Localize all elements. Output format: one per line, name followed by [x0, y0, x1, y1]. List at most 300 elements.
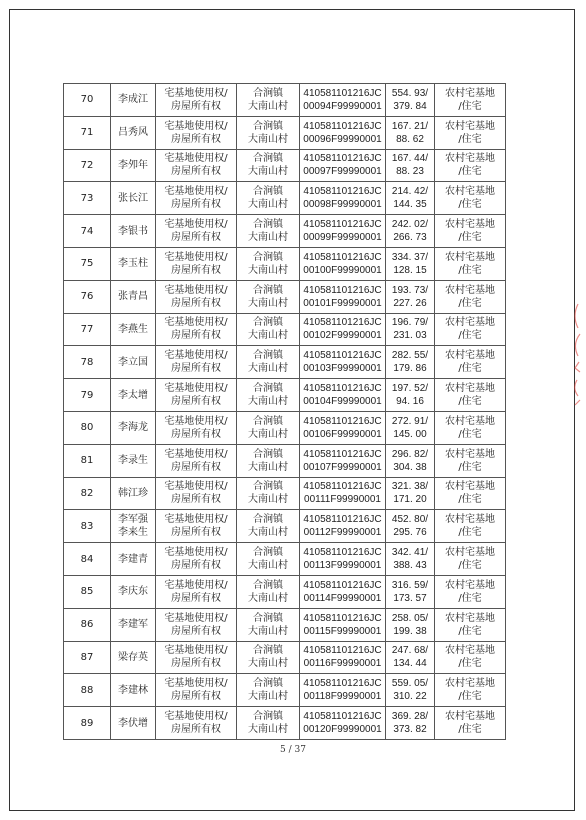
table-row — [64, 543, 506, 576]
unit-code-line: 410581101216JC — [303, 153, 382, 165]
usage-line: /住宅 — [458, 461, 482, 473]
location-cell — [237, 641, 300, 674]
usage-line: /住宅 — [458, 330, 482, 342]
right-type-line: 宅基地使用权/ — [164, 645, 228, 657]
area-line: 310. 22 — [393, 691, 427, 703]
location-line: 大南山村 — [248, 396, 288, 408]
table-row — [64, 575, 506, 608]
right-type-cell — [156, 247, 237, 280]
property-register-table — [63, 83, 506, 740]
owner-name-line: 李银书 — [118, 225, 148, 237]
unit-code-line: 00101F99990001 — [303, 297, 382, 309]
row-number-cell: 79 — [64, 379, 111, 412]
area-line: 316. 59/ — [391, 579, 429, 591]
usage-cell — [435, 707, 506, 740]
usage-cell — [435, 379, 506, 412]
area-line: 554. 93/ — [391, 87, 429, 99]
right-type-line: 房屋所有权 — [171, 396, 221, 408]
location-cell — [237, 149, 300, 182]
area-cell — [386, 510, 435, 543]
location-line: 大南山村 — [248, 658, 288, 670]
usage-line: 农村宅基地 — [445, 514, 495, 526]
unit-code-line: 00100F99990001 — [303, 264, 382, 276]
location-cell — [237, 346, 300, 379]
right-type-line: 宅基地使用权/ — [164, 711, 228, 723]
area-line: 88. 23 — [396, 166, 424, 178]
usage-line: 农村宅基地 — [445, 612, 495, 624]
right-type-line: 宅基地使用权/ — [164, 612, 228, 624]
area-line: 173. 57 — [393, 592, 427, 604]
owner-name-line: 李庆东 — [118, 586, 148, 598]
usage-line: 农村宅基地 — [445, 678, 495, 690]
location-line: 合涧镇 — [253, 579, 283, 591]
right-type-cell — [156, 411, 237, 444]
unit-code-cell — [300, 84, 386, 117]
table-row — [64, 182, 506, 215]
table-row — [64, 116, 506, 149]
usage-cell — [435, 84, 506, 117]
area-cell — [386, 116, 435, 149]
owner-name-line: 李伏增 — [118, 717, 148, 729]
location-line: 合涧镇 — [253, 317, 283, 329]
page-number: 5 / 37 — [280, 745, 306, 755]
area-line: 388. 43 — [393, 560, 427, 572]
right-type-line: 宅基地使用权/ — [164, 579, 228, 591]
area-line: 373. 82 — [393, 724, 427, 736]
table-row — [64, 379, 506, 412]
right-type-cell — [156, 84, 237, 117]
owner-name-cell — [111, 510, 156, 543]
area-cell — [386, 608, 435, 641]
unit-code-line: 00118F99990001 — [303, 691, 382, 703]
owner-name-cell — [111, 346, 156, 379]
usage-line: /住宅 — [458, 658, 482, 670]
usage-line: 农村宅基地 — [445, 219, 495, 231]
usage-line: 农村宅基地 — [445, 350, 495, 362]
unit-code-line: 00102F99990001 — [303, 330, 382, 342]
unit-code-line: 410581101216JC — [303, 186, 382, 198]
right-type-cell — [156, 182, 237, 215]
right-type-line: 宅基地使用权/ — [164, 87, 228, 99]
usage-cell — [435, 149, 506, 182]
unit-code-cell — [300, 707, 386, 740]
table-row — [64, 608, 506, 641]
row-number-cell: 81 — [64, 444, 111, 477]
unit-code-line: 410581101216JC — [303, 579, 382, 591]
owner-name-cell — [111, 707, 156, 740]
row-number-cell: 89 — [64, 707, 111, 740]
unit-code-line: 00114F99990001 — [303, 592, 382, 604]
location-cell — [237, 313, 300, 346]
usage-line: /住宅 — [458, 494, 482, 506]
unit-code-line: 00104F99990001 — [303, 396, 382, 408]
area-line: 179. 86 — [393, 363, 427, 375]
unit-code-line: 410581101216JC — [303, 317, 382, 329]
unit-code-cell — [300, 608, 386, 641]
location-cell — [237, 575, 300, 608]
usage-cell — [435, 247, 506, 280]
unit-code-cell — [300, 346, 386, 379]
unit-code-cell — [300, 444, 386, 477]
table-body — [64, 84, 506, 740]
unit-code-cell — [300, 379, 386, 412]
usage-line: /住宅 — [458, 133, 482, 145]
area-cell — [386, 444, 435, 477]
row-number-cell: 73 — [64, 182, 111, 215]
area-cell — [386, 280, 435, 313]
owner-name-cell — [111, 575, 156, 608]
area-line: 342. 41/ — [391, 547, 429, 559]
location-cell — [237, 84, 300, 117]
usage-line: 农村宅基地 — [445, 711, 495, 723]
usage-line: /住宅 — [458, 363, 482, 375]
location-line: 合涧镇 — [253, 481, 283, 493]
unit-code-line: 410581101216JC — [303, 415, 382, 427]
location-cell — [237, 510, 300, 543]
owner-name-cell — [111, 313, 156, 346]
location-line: 合涧镇 — [253, 219, 283, 231]
usage-line: 农村宅基地 — [445, 120, 495, 132]
owner-name-line: 李录生 — [118, 455, 148, 467]
usage-cell — [435, 641, 506, 674]
area-cell — [386, 674, 435, 707]
unit-code-cell — [300, 116, 386, 149]
owner-name-line: 李建青 — [118, 553, 148, 565]
owner-name-line: 李成江 — [118, 94, 148, 106]
unit-code-cell — [300, 543, 386, 576]
usage-line: 农村宅基地 — [445, 317, 495, 329]
usage-cell — [435, 674, 506, 707]
right-type-cell — [156, 575, 237, 608]
owner-name-cell — [111, 674, 156, 707]
unit-code-cell — [300, 215, 386, 248]
area-line: 369. 28/ — [391, 711, 429, 723]
owner-name-line: 李建军 — [118, 619, 148, 631]
usage-line: /住宅 — [458, 199, 482, 211]
right-type-line: 宅基地使用权/ — [164, 415, 228, 427]
right-type-line: 宅基地使用权/ — [164, 284, 228, 296]
area-line: 282. 55/ — [391, 350, 429, 362]
right-type-line: 房屋所有权 — [171, 363, 221, 375]
owner-name-cell — [111, 379, 156, 412]
table-row — [64, 411, 506, 444]
right-type-line: 房屋所有权 — [171, 625, 221, 637]
location-line: 大南山村 — [248, 592, 288, 604]
location-cell — [237, 674, 300, 707]
usage-line: /住宅 — [458, 232, 482, 244]
right-type-cell — [156, 674, 237, 707]
owner-name-line: 吕秀风 — [118, 127, 148, 139]
unit-code-line: 00115F99990001 — [303, 625, 382, 637]
usage-line: /住宅 — [458, 724, 482, 736]
unit-code-cell — [300, 510, 386, 543]
location-line: 大南山村 — [248, 133, 288, 145]
owner-name-line: 李建林 — [118, 684, 148, 696]
usage-cell — [435, 313, 506, 346]
right-type-line: 宅基地使用权/ — [164, 448, 228, 460]
seal-edge-mark — [568, 300, 582, 410]
usage-line: /住宅 — [458, 396, 482, 408]
owner-name-line: 李来生 — [118, 527, 148, 539]
location-cell — [237, 444, 300, 477]
right-type-line: 宅基地使用权/ — [164, 383, 228, 395]
area-cell — [386, 575, 435, 608]
area-line: 193. 73/ — [391, 284, 429, 296]
area-line: 334. 37/ — [391, 251, 429, 263]
location-line: 大南山村 — [248, 691, 288, 703]
owner-name-cell — [111, 280, 156, 313]
usage-line: /住宅 — [458, 592, 482, 604]
usage-line: /住宅 — [458, 527, 482, 539]
right-type-line: 房屋所有权 — [171, 691, 221, 703]
usage-line: /住宅 — [458, 264, 482, 276]
usage-line: 农村宅基地 — [445, 645, 495, 657]
unit-code-cell — [300, 182, 386, 215]
location-line: 合涧镇 — [253, 186, 283, 198]
location-line: 合涧镇 — [253, 383, 283, 395]
right-type-line: 宅基地使用权/ — [164, 350, 228, 362]
area-line: 144. 35 — [393, 199, 427, 211]
unit-code-line: 410581101216JC — [303, 448, 382, 460]
location-cell — [237, 411, 300, 444]
unit-code-line: 00120F99990001 — [303, 724, 382, 736]
area-line: 94. 16 — [396, 396, 424, 408]
owner-name-cell — [111, 444, 156, 477]
row-number-cell: 78 — [64, 346, 111, 379]
area-cell — [386, 477, 435, 510]
usage-line: 农村宅基地 — [445, 579, 495, 591]
right-type-line: 宅基地使用权/ — [164, 481, 228, 493]
row-number-cell: 74 — [64, 215, 111, 248]
area-cell — [386, 84, 435, 117]
table-row — [64, 280, 506, 313]
owner-name-line: 李海龙 — [118, 422, 148, 434]
location-line: 大南山村 — [248, 264, 288, 276]
unit-code-line: 00103F99990001 — [303, 363, 382, 375]
unit-code-line: 410581101216JC — [303, 514, 382, 526]
table-row — [64, 149, 506, 182]
unit-code-line: 410581101216JC — [303, 350, 382, 362]
area-cell — [386, 411, 435, 444]
right-type-line: 房屋所有权 — [171, 527, 221, 539]
location-cell — [237, 215, 300, 248]
row-number-cell: 75 — [64, 247, 111, 280]
area-line: 196. 79/ — [391, 317, 429, 329]
unit-code-cell — [300, 411, 386, 444]
area-line: 171. 20 — [393, 494, 427, 506]
location-line: 大南山村 — [248, 166, 288, 178]
row-number-cell: 84 — [64, 543, 111, 576]
table-row — [64, 707, 506, 740]
right-type-cell — [156, 608, 237, 641]
location-line: 合涧镇 — [253, 711, 283, 723]
location-cell — [237, 608, 300, 641]
right-type-cell — [156, 116, 237, 149]
right-type-line: 房屋所有权 — [171, 166, 221, 178]
owner-name-line: 张长江 — [118, 192, 148, 204]
area-line: 266. 73 — [393, 232, 427, 244]
area-line: 134. 44 — [393, 658, 427, 670]
usage-line: /住宅 — [458, 625, 482, 637]
table-row — [64, 641, 506, 674]
owner-name-cell — [111, 116, 156, 149]
area-line: 231. 03 — [393, 330, 427, 342]
right-type-line: 房屋所有权 — [171, 264, 221, 276]
area-line: 128. 15 — [393, 264, 427, 276]
right-type-line: 房屋所有权 — [171, 100, 221, 112]
location-line: 合涧镇 — [253, 645, 283, 657]
usage-line: /住宅 — [458, 297, 482, 309]
usage-line: /住宅 — [458, 560, 482, 572]
row-number-cell: 77 — [64, 313, 111, 346]
unit-code-line: 00111F99990001 — [304, 494, 381, 506]
area-line: 167. 44/ — [391, 153, 429, 165]
location-line: 合涧镇 — [253, 547, 283, 559]
area-line: 295. 76 — [393, 527, 427, 539]
area-cell — [386, 182, 435, 215]
unit-code-line: 410581101216JC — [303, 481, 382, 493]
unit-code-line: 00094F99990001 — [303, 100, 382, 112]
right-type-line: 房屋所有权 — [171, 232, 221, 244]
owner-name-cell — [111, 149, 156, 182]
usage-cell — [435, 182, 506, 215]
area-line: 272. 91/ — [391, 415, 429, 427]
unit-code-line: 410581101216JC — [303, 251, 382, 263]
location-line: 大南山村 — [248, 428, 288, 440]
right-type-cell — [156, 346, 237, 379]
unit-code-line: 00097F99990001 — [303, 166, 382, 178]
location-line: 合涧镇 — [253, 415, 283, 427]
right-type-line: 宅基地使用权/ — [164, 317, 228, 329]
owner-name-cell — [111, 641, 156, 674]
location-cell — [237, 247, 300, 280]
usage-cell — [435, 215, 506, 248]
location-line: 大南山村 — [248, 724, 288, 736]
area-cell — [386, 313, 435, 346]
area-line: 296. 82/ — [391, 448, 429, 460]
right-type-cell — [156, 444, 237, 477]
row-number-cell: 88 — [64, 674, 111, 707]
usage-cell — [435, 477, 506, 510]
row-number-cell: 76 — [64, 280, 111, 313]
unit-code-line: 00098F99990001 — [303, 199, 382, 211]
right-type-line: 房屋所有权 — [171, 428, 221, 440]
usage-line: /住宅 — [458, 691, 482, 703]
usage-cell — [435, 411, 506, 444]
owner-name-cell — [111, 543, 156, 576]
row-number-cell: 71 — [64, 116, 111, 149]
location-cell — [237, 477, 300, 510]
usage-cell — [435, 116, 506, 149]
owner-name-line: 李夘年 — [118, 159, 148, 171]
owner-name-line: 张青昌 — [118, 291, 148, 303]
area-cell — [386, 543, 435, 576]
location-cell — [237, 707, 300, 740]
unit-code-line: 00096F99990001 — [303, 133, 382, 145]
area-line: 197. 52/ — [391, 383, 429, 395]
usage-cell — [435, 575, 506, 608]
usage-line: 农村宅基地 — [445, 153, 495, 165]
owner-name-cell — [111, 411, 156, 444]
location-line: 大南山村 — [248, 100, 288, 112]
location-line: 大南山村 — [248, 363, 288, 375]
right-type-line: 宅基地使用权/ — [164, 219, 228, 231]
location-cell — [237, 379, 300, 412]
unit-code-line: 410581101216JC — [303, 284, 382, 296]
location-line: 大南山村 — [248, 560, 288, 572]
area-cell — [386, 247, 435, 280]
unit-code-line: 00116F99990001 — [303, 658, 382, 670]
unit-code-line: 410581101216JC — [303, 711, 382, 723]
right-type-line: 房屋所有权 — [171, 199, 221, 211]
usage-line: 农村宅基地 — [445, 383, 495, 395]
right-type-line: 房屋所有权 — [171, 461, 221, 473]
location-cell — [237, 543, 300, 576]
row-number-cell: 83 — [64, 510, 111, 543]
unit-code-cell — [300, 149, 386, 182]
right-type-line: 房屋所有权 — [171, 133, 221, 145]
location-line: 合涧镇 — [253, 678, 283, 690]
usage-line: /住宅 — [458, 100, 482, 112]
unit-code-line: 00107F99990001 — [303, 461, 382, 473]
area-cell — [386, 215, 435, 248]
owner-name-line: 李军强 — [118, 514, 148, 526]
area-line: 379. 84 — [393, 100, 427, 112]
table-row — [64, 247, 506, 280]
location-line: 大南山村 — [248, 232, 288, 244]
row-number-cell: 80 — [64, 411, 111, 444]
owner-name-cell — [111, 477, 156, 510]
location-line: 合涧镇 — [253, 284, 283, 296]
area-line: 304. 38 — [393, 461, 427, 473]
owner-name-line: 梁存英 — [118, 651, 148, 663]
right-type-line: 宅基地使用权/ — [164, 251, 228, 263]
right-type-line: 宅基地使用权/ — [164, 547, 228, 559]
unit-code-line: 410581101216JC — [303, 87, 382, 99]
location-line: 合涧镇 — [253, 87, 283, 99]
right-type-line: 宅基地使用权/ — [164, 186, 228, 198]
area-line: 321. 38/ — [391, 481, 429, 493]
usage-cell — [435, 510, 506, 543]
location-line: 合涧镇 — [253, 153, 283, 165]
usage-cell — [435, 280, 506, 313]
location-line: 大南山村 — [248, 527, 288, 539]
usage-cell — [435, 346, 506, 379]
unit-code-cell — [300, 313, 386, 346]
right-type-line: 宅基地使用权/ — [164, 678, 228, 690]
usage-cell — [435, 543, 506, 576]
right-type-cell — [156, 641, 237, 674]
area-cell — [386, 379, 435, 412]
owner-name-cell — [111, 215, 156, 248]
right-type-cell — [156, 543, 237, 576]
unit-code-line: 410581101216JC — [303, 612, 382, 624]
area-line: 559. 05/ — [391, 678, 429, 690]
unit-code-line: 00113F99990001 — [303, 560, 382, 572]
location-line: 大南山村 — [248, 330, 288, 342]
usage-line: 农村宅基地 — [445, 87, 495, 99]
unit-code-line: 410581101216JC — [303, 547, 382, 559]
usage-line: /住宅 — [458, 428, 482, 440]
owner-name-line: 李太增 — [118, 389, 148, 401]
unit-code-cell — [300, 477, 386, 510]
owner-name-cell — [111, 247, 156, 280]
unit-code-cell — [300, 247, 386, 280]
area-cell — [386, 707, 435, 740]
owner-name-cell — [111, 84, 156, 117]
usage-line: 农村宅基地 — [445, 481, 495, 493]
owner-name-cell — [111, 182, 156, 215]
